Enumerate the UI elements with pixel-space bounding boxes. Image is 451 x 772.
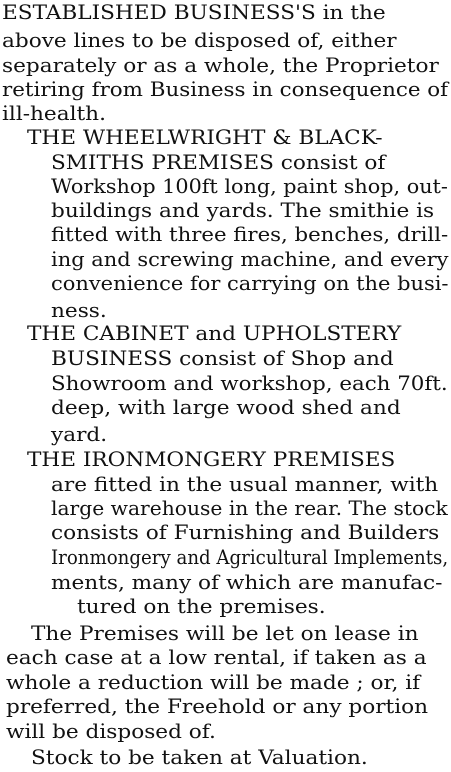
text-line-12: convenience for carrying on the busi- xyxy=(51,271,449,295)
text-line-27: each case at a low rental, if taken as a xyxy=(6,645,427,669)
text-line-18: yard. xyxy=(51,422,108,446)
text-line-25: tured on the premises. xyxy=(77,594,326,618)
text-line-5: ill-health. xyxy=(2,101,106,125)
text-line-23: Ironmongery and Agricultural Implements, xyxy=(51,545,449,569)
text-line-13: ness. xyxy=(51,298,107,322)
text-line-14: THE CABINET and UPHOLSTERY xyxy=(27,321,402,345)
text-line-7: SMITHS PREMISES consist of xyxy=(51,150,386,174)
text-line-29: preferred, the Freehold or any portion xyxy=(6,694,429,718)
text-line-3: separately or as a whole, the Proprietor xyxy=(2,53,439,77)
text-line-22: consists of Furnishing and Builders xyxy=(51,520,440,544)
text-line-6: THE WHEELWRIGHT & BLACK- xyxy=(27,125,383,149)
text-line-19: THE IRONMONGERY PREMISES xyxy=(27,447,396,471)
text-line-4: retiring from Business in consequence of xyxy=(2,77,449,101)
text-line-30: will be disposed of. xyxy=(6,719,216,743)
text-line-28: whole a reduction will be made ; or, if xyxy=(6,670,421,694)
text-line-9: buildings and yards. The smithie is xyxy=(51,198,435,222)
text-line-10: fitted with three fires, benches, drill- xyxy=(51,222,449,246)
text-line-20: are fitted in the usual manner, with xyxy=(51,472,439,496)
text-line-16: Showroom and workshop, each 70ft. xyxy=(51,371,448,395)
text-line-31: Stock to be taken at Valuation. xyxy=(31,745,368,769)
text-line-1: ESTABLISHED BUSINESS'S in the xyxy=(2,0,386,24)
text-line-15: BUSINESS consist of Shop and xyxy=(51,346,394,370)
text-line-24: ments, many of which are manufac- xyxy=(51,570,443,594)
text-line-8: Workshop 100ft long, paint shop, out- xyxy=(51,174,448,198)
text-line-17: deep, with large wood shed and xyxy=(51,395,401,419)
text-line-2: above lines to be disposed of, either xyxy=(2,28,397,52)
text-line-11: ing and screwing machine, and every xyxy=(51,247,449,271)
text-line-26: The Premises will be let on lease in xyxy=(31,621,419,645)
text-line-21: large warehouse in the rear. The stock xyxy=(51,496,448,520)
